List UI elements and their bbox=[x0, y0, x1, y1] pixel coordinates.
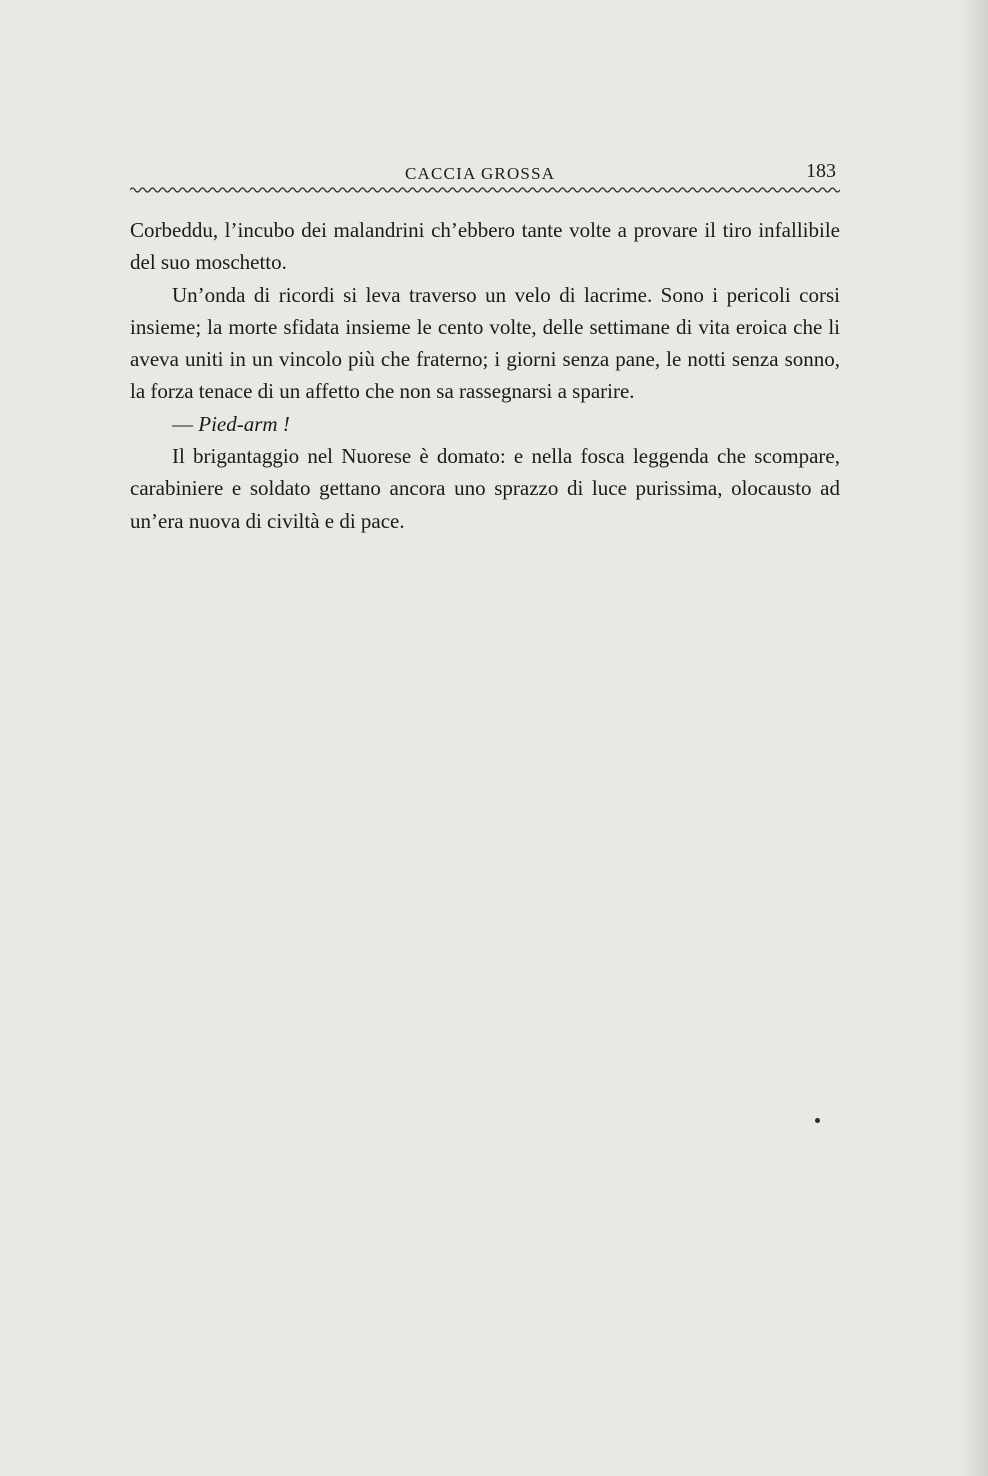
paragraph-memories: Un’onda di ricordi si leva traverso un velo di lacrime. Sono i pericoli corsi insieme; la morte sfidata insieme le cento volte, delle settimane di vita eroica che li aveva uniti in un vincolo più che fraterno; i giorni senza pane, le notti senza sonno, la forza tenace di un affetto che non sa rassegnarsi a sparire. bbox=[130, 282, 840, 404]
decorative-wavy-rule bbox=[130, 186, 840, 194]
command-text: Pied-arm ! bbox=[198, 411, 290, 436]
ink-speck bbox=[815, 1118, 820, 1123]
em-dash: — bbox=[172, 411, 199, 436]
page-number: 183 bbox=[806, 160, 836, 182]
page-edge-shadow bbox=[960, 0, 988, 1476]
running-title: CACCIA GROSSA bbox=[405, 164, 556, 183]
body-text bbox=[130, 214, 840, 537]
paragraph-closing: Il brigantaggio nel Nuorese è domato: e nella fosca leggenda che scompare, carabiniere e soldato gettano ancora uno sprazzo di luce purissima, olocausto ad un’era nuova di civiltà e di pace. bbox=[130, 444, 840, 533]
paragraph-continuation: Corbeddu, l’incubo dei malandrini ch’ebbero tante volte a provare il tiro infallibile del suo moschetto. bbox=[130, 218, 840, 275]
paragraph-command bbox=[130, 408, 840, 440]
